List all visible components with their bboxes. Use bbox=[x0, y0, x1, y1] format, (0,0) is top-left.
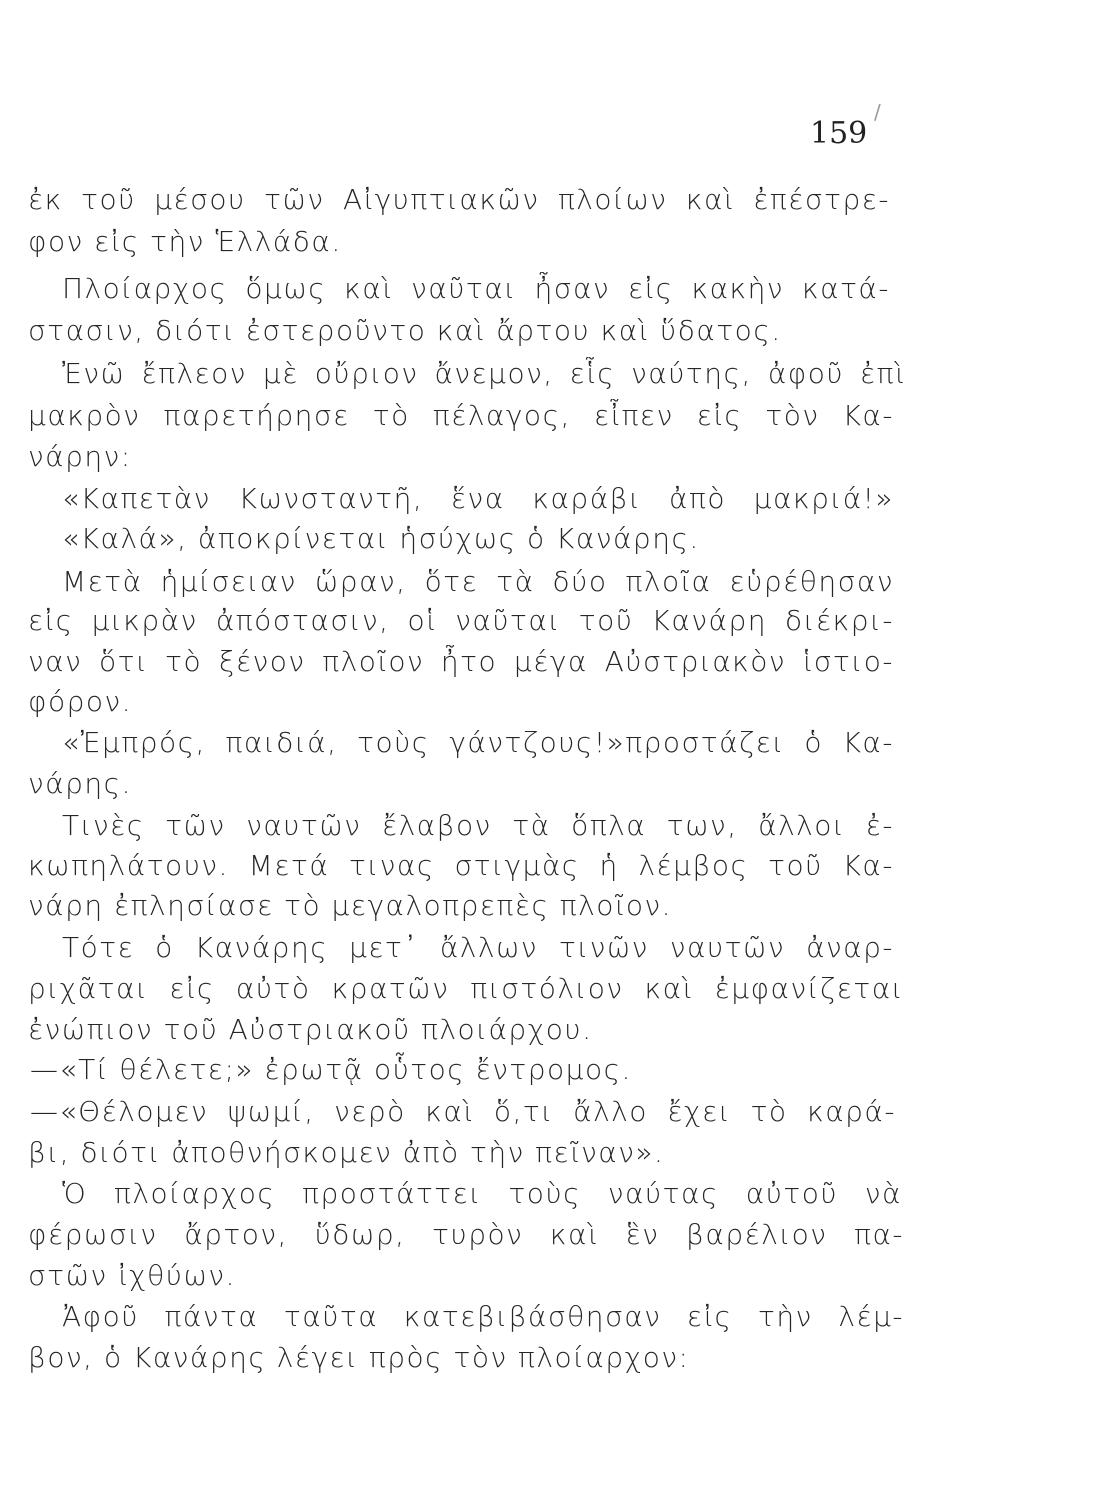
page-number: 159 bbox=[810, 116, 868, 151]
text-line: ἐνώπιον τοῦ Αὐστριακοῦ πλοιάρχου. bbox=[28, 1013, 593, 1046]
text-line: μακρὸν παρετήρησε τὸ πέλαγος, εἶπεν εἰς τὸν Κα- bbox=[28, 399, 894, 432]
text-line: στασιν, διότι ἐστεροῦντο καὶ ἄρτου καὶ ὕδατος. bbox=[28, 314, 782, 347]
text-line: ἐκ τοῦ μέσου τῶν Αἰγυπτιακῶν πλοίων καὶ ἐπέστρε- bbox=[28, 183, 890, 216]
text-line: ναν ὅτι τὸ ξένον πλοῖον ἦτο μέγα Αὐστριακὸν ἱστιο- bbox=[28, 645, 894, 678]
text-line: «Καπετὰν Κωνσταντῆ, ἕνα καράβι ἀπὸ μακριά!» bbox=[62, 482, 894, 515]
text-line: Τινὲς τῶν ναυτῶν ἔλαβον τὰ ὅπλα των, ἄλλοι ἐ- bbox=[62, 809, 894, 842]
text-line: Ἀφοῦ πάντα ταῦτα κατεβιβάσθησαν εἰς τὴν λέμ- bbox=[62, 1300, 904, 1333]
text-line: βον, ὁ Κανάρης λέγει πρὸς τὸν πλοίαρχον: bbox=[28, 1341, 690, 1374]
text-line: νάρης. bbox=[28, 767, 132, 800]
text-line: «Καλά», ἀποκρίνεται ἡσύχως ὁ Κανάρης. bbox=[62, 522, 700, 555]
text-line: ριχᾶται εἰς αὐτὸ κρατῶν πιστόλιον καὶ ἐμφανίζεται bbox=[28, 972, 904, 1005]
text-line: —«Θέλομεν ψωμί, νερὸ καὶ ὅ,τι ἄλλο ἔχει τὸ καρά- bbox=[30, 1095, 896, 1128]
text-line: νάρη ἐπλησίασε τὸ μεγαλοπρεπὲς πλοῖον. bbox=[28, 889, 673, 922]
text-line: εἰς μικρὰν ἀπόστασιν, οἱ ναῦται τοῦ Κανάρη διέκρι- bbox=[28, 604, 894, 637]
text-line: φόρον. bbox=[28, 685, 133, 718]
text-line: Μετὰ ἡμίσειαν ὥραν, ὅτε τὰ δύο πλοῖα εὑρέθησαν bbox=[62, 565, 894, 598]
text-line: νάρην: bbox=[28, 440, 132, 473]
text-line: κωπηλάτουν. Μετά τινας στιγμὰς ἡ λέμβος τοῦ Κα- bbox=[28, 849, 894, 882]
text-line: βι, διότι ἀποθνήσκομεν ἀπὸ τὴν πεῖναν». bbox=[28, 1136, 665, 1169]
text-line: Πλοίαρχος ὅμως καὶ ναῦται ἦσαν εἰς κακὴν κατά- bbox=[62, 272, 890, 305]
text-line: Τότε ὁ Κανάρης μετ᾽ ἄλλων τινῶν ναυτῶν ἀναρ- bbox=[62, 931, 894, 964]
corner-mark: / bbox=[874, 100, 881, 124]
text-line: στῶν ἰχθύων. bbox=[28, 1259, 236, 1292]
text-line: φέρωσιν ἄρτον, ὕδωρ, τυρὸν καὶ ἓν βαρέλιον πα- bbox=[28, 1218, 904, 1251]
text-line: «Ἐμπρός, παιδιά, τοὺς γάντζους!»προστάζει ὁ Κα- bbox=[62, 726, 894, 759]
text-line: Ὁ πλοίαρχος προστάττει τοὺς ναύτας αὐτοῦ νὰ bbox=[62, 1177, 902, 1210]
text-line: Ἐνῶ ἔπλεον μὲ οὔριον ἄνεμον, εἷς ναύτης, ἀφοῦ ἐπὶ bbox=[62, 357, 906, 390]
text-line: —«Τί θέλετε;» ἐρωτᾷ οὗτος ἔντρομος. bbox=[30, 1053, 632, 1086]
text-line: φον εἰς τὴν Ἑλλάδα. bbox=[28, 225, 342, 258]
